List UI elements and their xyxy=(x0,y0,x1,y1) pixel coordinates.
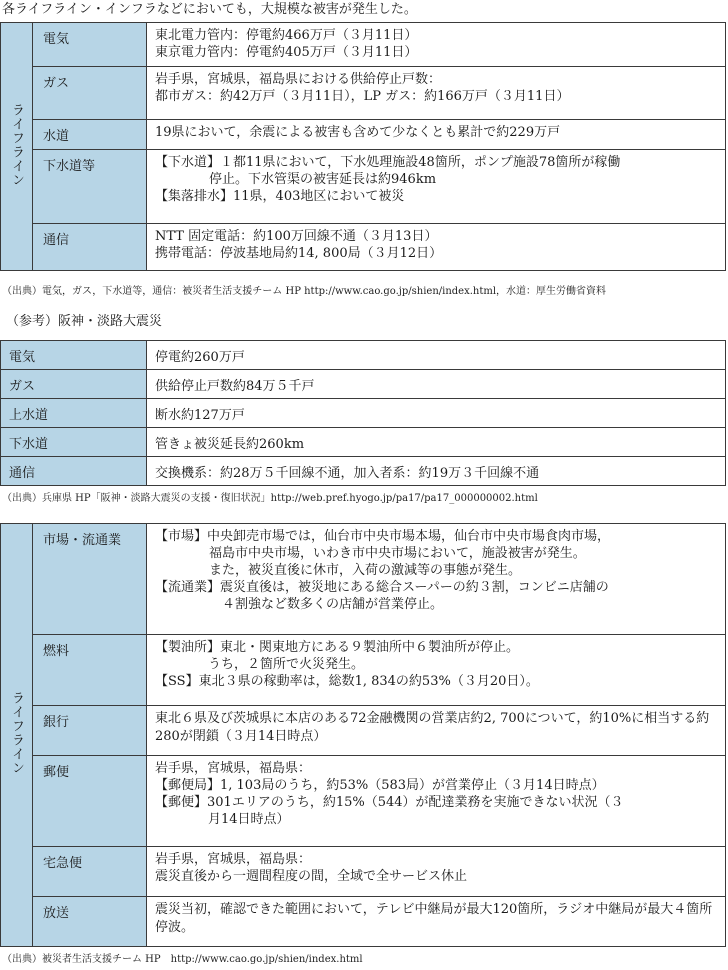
side-label-lifeline: ライフライン xyxy=(1,23,33,271)
damage-bank: 東北６県及び茨城県に本店のある72金融機関の営業店約2, 700について，約10%に相当する約280が閉鎖（３月14日時点） xyxy=(147,706,726,756)
lifeline-damage-table xyxy=(0,22,726,271)
reference-title: （参考）阪神・淡路大震災 xyxy=(6,314,163,329)
hanshin-reference-table xyxy=(0,340,726,486)
category-parcel-delivery: 宅急便 xyxy=(33,847,147,897)
damage-telecom: NTT 固定電話：約100万回線不通（３月13日） 携帯電話：停波基地局約14, 800局（３月12日） xyxy=(147,224,726,271)
category-telecom: 通信 xyxy=(1,457,147,486)
category-electricity: 電気 xyxy=(33,23,147,67)
source-note-2: （出典）兵庫県 HP「阪神・淡路大震災の支援・復旧状況」http://web.pref.hyogo.jp/pa17/pa17_000000002.html xyxy=(2,493,538,504)
damage-fuel: 【製油所】東北・関東地方にある９製油所中６製油所が停止。 うち，２箇所で火災発生。 【SS】東北３県の稼動率は，総数1, 834の約53%（３月20日）。 xyxy=(147,635,726,706)
damage-parcel-delivery: 岩手県，宮城県，福島県： 震災直後から一週間程度の間，全域で全サービス休止 xyxy=(147,847,726,897)
damage-market-distribution: 【市場】中央卸売市場では，仙台市中央市場本場，仙台市中央市場食肉市場， 福島市中央市場，いわき市中央市場において，施設被害が発生。 また，被災直後に休市，入荷の激減等の事態が発生。 【流通業】震災直後は，被災地にある総合スーパーの約３割，コンビニ店舗の ４割強など数多くの店舗が営業停止。 xyxy=(147,524,726,635)
category-bank: 銀行 xyxy=(33,706,147,756)
value-sewerage: 管きょ被災延長約260km xyxy=(147,428,726,457)
value-electricity: 停電約260万戸 xyxy=(147,341,726,370)
damage-gas: 岩手県，宮城県，福島県における供給停止戸数： 都市ガス：約42万戸（３月11日），LP ガス：約166万戸（３月11日） xyxy=(147,67,726,120)
category-sewerage: 下水道 xyxy=(1,428,147,457)
category-electricity: 電気 xyxy=(1,341,147,370)
damage-broadcasting: 震災当初，確認できた範囲において，テレビ中継局が最大120箇所，ラジオ中継局が最大４箇所停波。 xyxy=(147,897,726,947)
category-market-distribution: 市場・流通業 xyxy=(33,524,147,635)
category-gas: ガス xyxy=(1,370,147,399)
category-fuel: 燃料 xyxy=(33,635,147,706)
category-broadcasting: 放送 xyxy=(33,897,147,947)
infrastructure-damage-table xyxy=(0,523,726,947)
category-sewerage: 下水道等 xyxy=(33,150,147,224)
damage-water: 19県において，余震による被害も含めて少なくとも累計で約229万戸 xyxy=(147,120,726,150)
category-gas: ガス xyxy=(33,67,147,120)
value-telecom: 交換機系：約28万５千回線不通，加入者系：約19万３千回線不通 xyxy=(147,457,726,486)
value-water-supply: 断水約127万戸 xyxy=(147,399,726,428)
category-water: 水道 xyxy=(33,120,147,150)
damage-postal: 岩手県，宮城県，福島県： 【郵便局】1, 103局のうち，約53%（583局）が営業停止（３月14日時点） 【郵便】301エリアのうち，約15%（544）が配達業務を実施できない状況（３ 月14日時点） xyxy=(147,756,726,847)
damage-electricity: 東北電力管内：停電約466万戸（３月11日） 東京電力管内：停電約405万戸（３月11日） xyxy=(147,23,726,67)
source-note-1: （出典）電気，ガス，下水道等，通信：被災者生活支援チーム HP http://www.cao.go.jp/shien/index.html，水道：厚生労働省資料 xyxy=(2,286,607,297)
side-label-lifeline: ライフライン xyxy=(1,524,33,947)
intro-text: 各ライフライン・インフラなどにおいても，大規模な被害が発生した。 xyxy=(2,2,417,17)
source-note-3: （出典）被災者生活支援チーム HP http://www.cao.go.jp/shien/index.html xyxy=(2,954,363,965)
category-postal: 郵便 xyxy=(33,756,147,847)
value-gas: 供給停止戸数約84万５千戸 xyxy=(147,370,726,399)
category-water-supply: 上水道 xyxy=(1,399,147,428)
category-telecom: 通信 xyxy=(33,224,147,271)
damage-sewerage: 【下水道】１都11県において，下水処理施設48箇所，ポンプ施設78箇所が稼働 停止。下水管渠の被害延長は約946km 【集落排水】11県，403地区において被災 xyxy=(147,150,726,224)
